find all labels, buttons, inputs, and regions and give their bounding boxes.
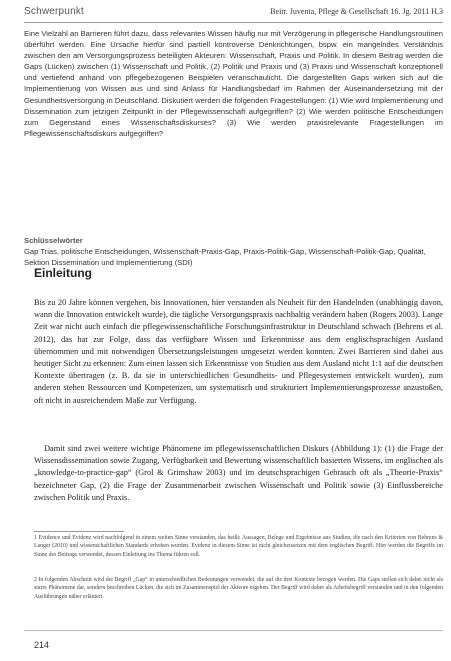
- footnote-2: 2 In folgenden Abschnitt wird der Begriff „Gap“ in unterschiedlichen Bedeutungen verwendet, die auf die drei Kontexte bezogen werden. Die Gaps stellen sich dabei nicht als starre Phänomene dar, sondern beschreiben Lücken, die sich im Zusammenspiel der Akteure ergeben. Der Begriff wird daher als Arbeitsbegriff verstanden und in den folgenden Ausführungen näher erläutert.: [34, 577, 443, 600]
- footnote-divider: [34, 531, 124, 532]
- abstract-text: Eine Vielzahl an Barrieren führt dazu, dass relevantes Wissen häufig nur mit Verzögerung in pflegerische Handlungsroutinen überführt werden. Eine Ursache hierfür sind partiell kontroverse Denkrichtungen, bspw. ein mangelndes Verständnis zwischen den am Versorgungsprozess beteiligten Akteuren: Wissenschaft, Praxis und Politik. In diesem Beitrag werden die Gaps (Lücken) zwischen (1) Wissenschaft und Politik, (2) Politik und Praxis und (3) Praxis und Wissenschaft konzeptionell und vertiefend anhand von pflegebezogenen Beispielen veranschaulicht. Die dargestellten Gaps wirken sich auf die Implementierung von Wissen aus und sind Anlass für Handlungsbedarf im Rahmen der Auseinandersetzung mit der Gesundheitsversorgung in Deutschland. Diskutiert werden die folgenden Fragestellungen: (1) Wie wird Implementierung und Dissemination zum jetzigen Zeitpunkt in der Pflegewissenschaft aufgegriffen? (2) Wie werden politische Entscheidungen zum Gegenstand eines Wissenschaftsdiskurses? (3) Wie werden praxisrelevante Fragestellungen im Pflegewissenschaftsdiskurs aufgegriffen?: [24, 29, 443, 138]
- footer-divider: [24, 630, 443, 631]
- body-paragraph-1: Bis zu 20 Jahre können vergehen, bis Innovationen, hier verstanden als Neuheit für den Handelnden (unabhängig davon, wann die Innovation entwickelt wurde), die tägliche Versorgungspraxis nachhaltig verändern haben (Rogers 2003). Lange Zeit war nicht auch einfach die pflegewissenschaftliche Forschungsinfrastruktur in Deutschland schwach (Behrens et al. 2012), das hat zur Folge, dass das verfügbare Wissen und Erkenntnisse aus dem englischsprachigen Ausland übernommen und mit notwendigen Übersetzungsleistungen umgesetzt werden konnten. Zwei Barrieren sind dabei aus heutiger Sicht zu erkennen: Zum einen lassen sich Erkenntnisse von Studien aus dem Ausland nicht 1:1 auf die deutschen Kontexte übertragen (z. B. da sie in unterschiedlichen Gesundheits- und Pflegesystemen entwickelt wurden), zum anderen stehen Ressourcen und Kompetenzen, um systematisch und strukturiert Implementierungsprozesse anzustoßen, oft nicht in ausreichendem Maße zur Verfügung.: [34, 298, 443, 405]
- footnote-1: 1 Evidence und Evidenz wird nachfolgend in einem weiten Sinne verstanden, das heißt: Aussagen, Belege und Ergebnisse aus Studien, die nach den Kriterien von Behrens & Langer (2010) und wissenschaftlichen Standards erhoben wurden. Evidenz in diesem Sinne ist nicht gleichzusetzen mit dem englischen Begriff. Hier werden die Begriffe im Sinne des Beitrags verwendet, dessen Einleitung ins Thema führen soll.: [34, 535, 443, 558]
- body-paragraph-2: Damit sind zwei weitere wichtige Phänomene im pflegewissenschaftlichen Diskurs (Abbildung 1): (1) die Frage der Wissensdissemination sowie Zugang, Verfügbarkeit und Bewertung wissenschaftlich basierten Wissens, im englischen als „knowledge-to-practice-gap“ (Grol & Grimshaw 2003) und im deutschsprachigen Gebrauch oft als „Theorie-Praxis“ bezeichneter Gap, (2) die Frage der Zusammenarbeit zwischen Wissenschaft und Politik sowie (3) Einflussbereiche zwischen Politik und Praxis.: [34, 444, 443, 502]
- journal-citation: Beitr. Juventa, Pflege & Gesellschaft 16. Jg. 2011 H.3: [270, 7, 443, 16]
- keywords-heading: Schlüsselwörter: [24, 236, 83, 245]
- section-heading: Einleitung: [34, 266, 92, 280]
- header-divider: [24, 22, 443, 23]
- keywords-text: Gap Trias, politische Entscheidungen, Wissenschaft-Praxis-Gap, Praxis-Politik-Gap, Wissenschaft-Politik-Gap, Qualität, Sektion Dissemination und Implementierung (SDI): [24, 247, 426, 268]
- page-number: 214: [34, 640, 50, 650]
- journal-section-label: Schwerpunkt: [24, 6, 85, 17]
- running-header: [24, 6, 443, 22]
